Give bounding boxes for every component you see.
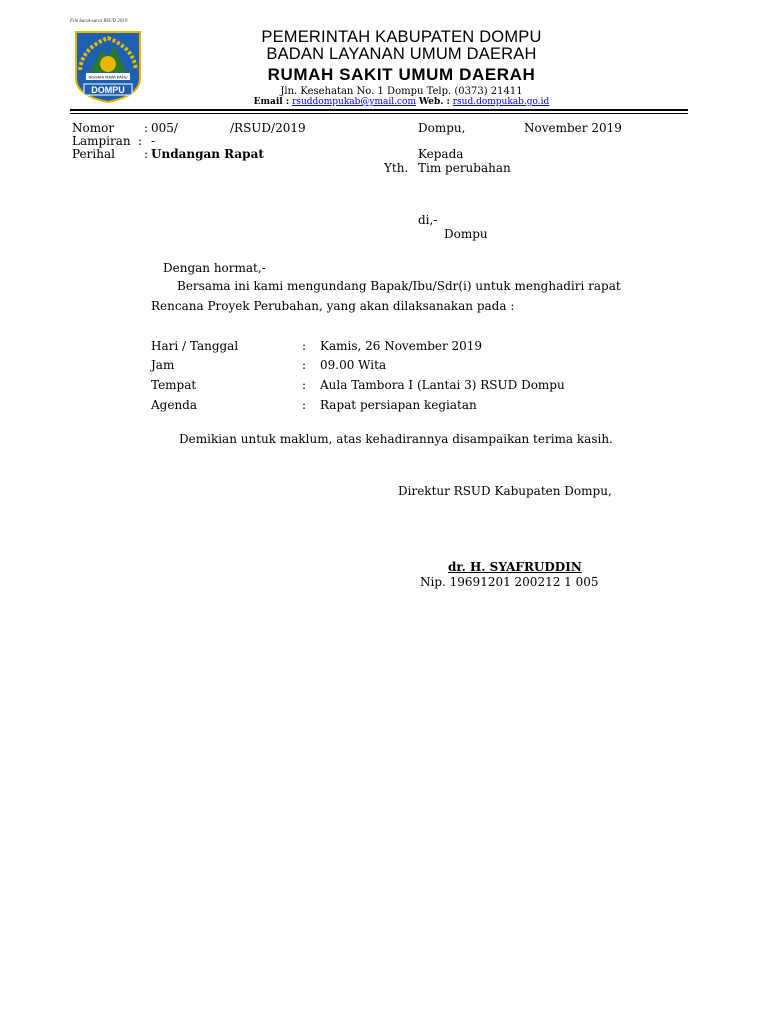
header-line-2: BADAN LAYANAN UMUM DAERAH [266,45,537,63]
email-label: Email : [253,97,290,107]
logo-ribbon-text: NGGAHI RAWI PAHU [88,74,128,80]
lampiran-value: - [151,134,156,148]
nomor-value-prefix: 005/ [151,121,178,135]
salutation: Dengan hormat,- [163,261,266,275]
header-divider-thin [70,113,688,114]
web-label: Web. : [418,97,450,107]
detail-colon-place: : [302,378,307,392]
nomor-value-suffix: /RSUD/2019 [230,121,306,135]
email-link[interactable]: rsuddompukab@ymail.com [292,97,416,107]
detail-value-time: 09.00 Wita [320,358,387,372]
detail-value-place: Aula Tambora I (Lantai 3) RSUD Dompu [320,378,565,392]
closing-sentence: Demikian untuk maklum, atas kehadirannya disampaikan terima kasih. [179,432,613,446]
nomor-colon: : [144,121,149,135]
lampiran-colon: : [138,134,143,148]
signature-position: Direktur RSUD Kabupaten Dompu, [398,484,612,498]
nomor-label: Nomor [72,121,115,135]
perihal-value: Undangan Rapat [151,147,264,161]
detail-colon-date: : [302,339,307,353]
logo-banner-text: DOMPU [91,85,125,95]
detail-label-agenda: Agenda [151,398,198,412]
paragraph-line-1: Bersama ini kami mengundang Bapak/Ibu/Sdr(i) untuk menghadiri rapat [177,279,621,293]
paragraph-line-2: Rencana Proyek Perubahan, yang akan dilaksanakan pada : [151,299,515,313]
header-line-1: PEMERINTAH KABUPATEN DOMPU [261,28,542,46]
header-contact [144,97,659,107]
perihal-colon: : [144,147,149,161]
lampiran-label: Lampiran [72,134,131,148]
header-line-3: RUMAH SAKIT UMUM DAERAH [267,65,536,84]
dompu-logo [72,30,144,104]
di-label: di,- [418,213,438,227]
signature-name: dr. H. SYAFRUDDIN [448,560,582,574]
recipient-name: Tim perubahan [418,161,511,175]
file-tag: File Surat-surat RSUD 2019 [70,19,128,24]
kepada-label: Kepada [418,147,464,161]
letter-place: Dompu, [418,121,466,135]
web-link[interactable]: rsud.dompukab.go.id [452,97,550,107]
detail-value-date: Kamis, 26 November 2019 [320,339,483,353]
detail-colon-time: : [302,358,307,372]
header-address: Jln. Kesehatan No. 1 Dompu Telp. (0373) 21411 [280,86,523,97]
detail-label-time: Jam [151,358,175,372]
detail-colon-agenda: : [302,398,307,412]
yth-label: Yth. [384,161,409,175]
header-divider-thick [70,109,688,111]
detail-label-date: Hari / Tanggal [151,339,239,353]
signature-nip: Nip. 19691201 200212 1 005 [420,575,599,589]
recipient-city: Dompu [444,227,488,241]
detail-label-place: Tempat [151,378,197,392]
letter-date: November 2019 [524,121,622,135]
detail-value-agenda: Rapat persiapan kegiatan [320,398,477,412]
perihal-label: Perihal [72,147,115,161]
